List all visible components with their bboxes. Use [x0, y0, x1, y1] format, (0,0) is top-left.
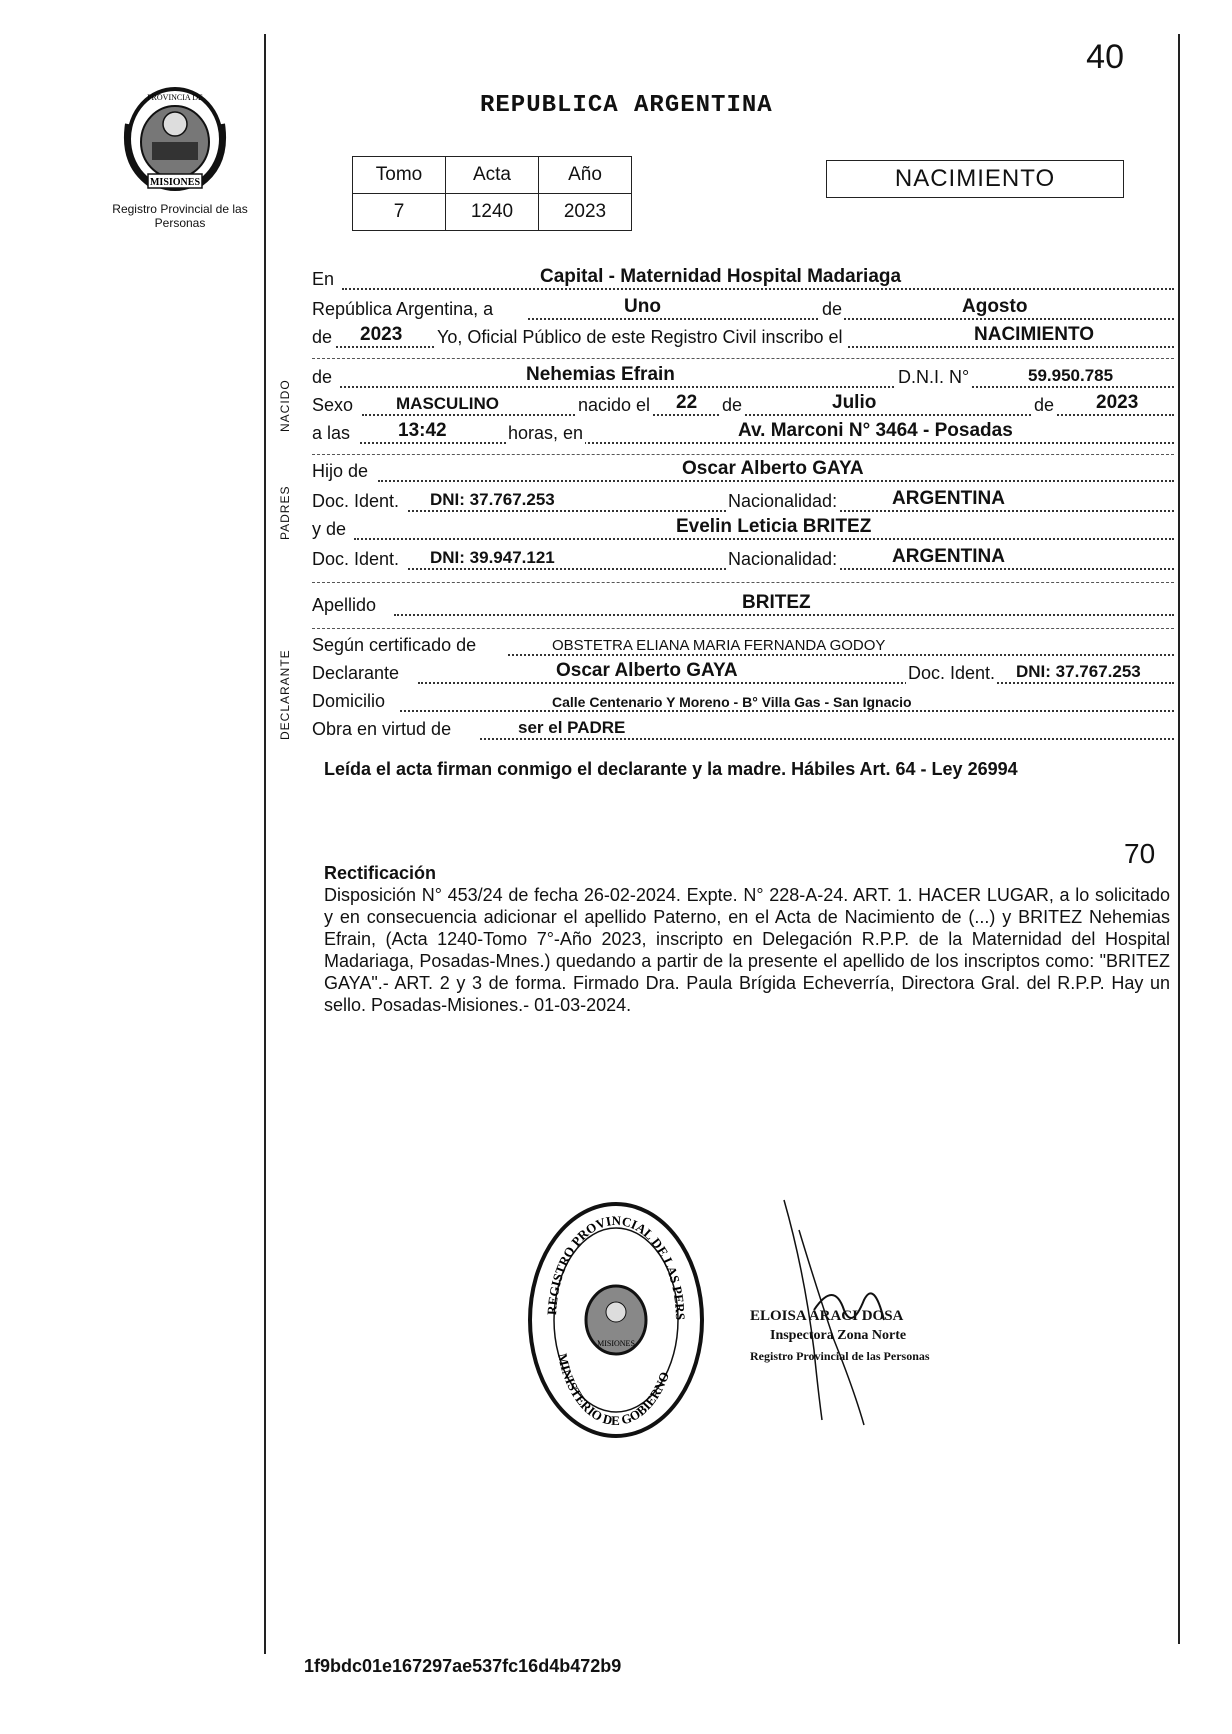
row-declarante [312, 662, 1174, 688]
separator [312, 582, 1174, 583]
document-hash: 1f9bdc01e167297ae537fc16d4b472b9 [304, 1656, 622, 1676]
value-acta: 1240 [446, 194, 539, 231]
label-en: En [312, 269, 335, 289]
place: Capital - Maternidad Hospital Madariaga [540, 266, 902, 287]
father-nationality: ARGENTINA [892, 488, 1005, 509]
day-word: Uno [624, 296, 661, 317]
row-padre [312, 460, 1174, 486]
label-domicilio: Domicilio [312, 691, 386, 711]
header-anio: Año [539, 157, 632, 194]
label-apellido: Apellido [312, 595, 377, 615]
signature-block [750, 1306, 930, 1366]
signer-role: Inspectora Zona Norte [770, 1328, 907, 1343]
mother-dni: DNI: 39.947.121 [430, 548, 555, 567]
emblem-bottom-text: MISIONES [149, 177, 201, 188]
sexo-value: MASCULINO [396, 394, 499, 413]
oficial-text: Yo, Oficial Público de este Registro Civil inscribo el [434, 327, 846, 348]
label-certificado: Según certificado de [312, 635, 477, 655]
row-madre-doc [312, 548, 1174, 574]
signer-org: Registro Provincial de las Personas [750, 1349, 930, 1363]
label-de-mes: de [822, 299, 843, 319]
row-anio [312, 326, 1174, 352]
label-doc-padre: Doc. Ident. [312, 491, 400, 511]
registry-table [352, 156, 632, 231]
row-fecha [312, 298, 1174, 324]
page-number: 40 [1086, 38, 1124, 76]
side-label-padres: PADRES [278, 485, 292, 540]
row-apellido [312, 594, 1174, 620]
year: 2023 [360, 324, 403, 345]
separator [312, 628, 1174, 629]
right-margin-line [1178, 34, 1180, 1644]
row-hora [312, 422, 1174, 448]
declarante-name: Oscar Alberto GAYA [556, 660, 738, 681]
certificate-value: OBSTETRA ELIANA MARIA FERNANDA GODOY [552, 637, 886, 654]
side-label-declarante: DECLARANTE [278, 649, 292, 740]
row-sexo [312, 394, 1174, 420]
label-doc-declarante: Doc. Ident. [908, 663, 996, 683]
inscribo-value: NACIMIENTO [974, 324, 1094, 345]
label-de-2: de [1034, 395, 1055, 415]
row-padre-doc [312, 490, 1174, 516]
closing-text: Leída el acta firman conmigo el declarante y la madre. Hábiles Art. 64 - Ley 26994 [324, 759, 1018, 779]
row-obra [312, 718, 1174, 744]
apellido-value: BRITEZ [742, 592, 811, 613]
rectification-body: Disposición N° 453/24 de fecha 26-02-2024. Expte. N° 228-A-24. ART. 1. HACER LUGAR, a lo solicitado y en consecuencia adicionar el apellido Paterno, en el Acta de Nacimiento de (...) y BRITEZ Nehemias Efrain, (Acta 1240-Tomo 7°-Año 2023, inscripto en Delegación R.P.P. de la Maternidad del Hospital Madariaga, Posadas-Mnes.) quedando a partir de la presente el apellido de los inscriptos como: "BRITEZ GAYA".- ART. 2 y 3 de forma. Firmado Dra. Paula Brígida Echeverría, Directora Gral. del R.P.P. Hay un sello. Posadas-Misiones.- 01-03-2024. [324, 885, 1170, 1015]
separator [312, 358, 1174, 359]
row-domicilio [312, 690, 1174, 716]
month-word: Agosto [962, 296, 1028, 317]
birth-month: Julio [832, 392, 877, 413]
province-emblem [120, 84, 230, 194]
declarante-dni: DNI: 37.767.253 [1016, 662, 1141, 681]
label-de-nombre: de [312, 367, 333, 387]
label-hijo-de: Hijo de [312, 461, 369, 481]
svg-text:MINISTERIO DE GOBIERNO [555, 1352, 672, 1428]
header-acta: Acta [446, 157, 539, 194]
label-sexo: Sexo [312, 395, 354, 415]
row-en [312, 268, 1174, 294]
separator [312, 454, 1174, 455]
label-de-1: de [722, 395, 743, 415]
label-de-anio: de [312, 327, 333, 347]
label-declarante: Declarante [312, 663, 400, 683]
label-a-las: a las [312, 423, 351, 443]
label-y-de: y de [312, 519, 347, 539]
record-type-box: NACIMIENTO [826, 160, 1124, 198]
label-horas-en: horas, en [508, 423, 584, 443]
domicilio-value: Calle Centenario Y Moreno - B° Villa Gas - San Ignacio [552, 694, 912, 710]
row-certificado [312, 634, 1174, 660]
label-dni: D.N.I. N° [898, 367, 970, 387]
mother-name: Evelin Leticia BRITEZ [676, 516, 872, 537]
rectification-number: 70 [1124, 838, 1156, 869]
row-nombre [312, 366, 1174, 392]
emblem-top-text: PROVINCIA DE [147, 93, 203, 102]
birth-time: 13:42 [398, 420, 447, 441]
label-nacido-el: nacido el [578, 395, 651, 415]
mother-nationality: ARGENTINA [892, 546, 1005, 567]
label-nac-madre: Nacionalidad: [728, 549, 838, 569]
birth-year: 2023 [1096, 392, 1139, 413]
page-title: REPUBLICA ARGENTINA [480, 92, 773, 119]
institution-name: Registro Provincial de las Personas [112, 202, 248, 230]
side-label-nacido: NACIDO [278, 379, 292, 432]
birth-day: 22 [676, 392, 698, 413]
signer-name: ELOISA ARACI DOSA [750, 1308, 904, 1324]
stamp-top-text: REGISTRO PROVINCIAL DE LAS PERS [544, 1212, 689, 1321]
row-madre [312, 518, 1174, 544]
child-dni: 59.950.785 [1028, 366, 1114, 385]
obra-value: ser el PADRE [518, 718, 626, 737]
birth-address: Av. Marconi N° 3464 - Posadas [738, 420, 1013, 441]
left-margin-line [264, 34, 266, 1654]
value-anio: 2023 [539, 194, 632, 231]
label-obra: Obra en virtud de [312, 719, 452, 739]
child-name: Nehemias Efrain [526, 364, 675, 385]
header-tomo: Tomo [353, 157, 446, 194]
father-dni: DNI: 37.767.253 [430, 490, 555, 509]
label-republica: República Argentina, a [312, 299, 494, 319]
stamp-bottom-text: MINISTERIO DE GOBIERNO [554, 1352, 673, 1429]
label-doc-madre: Doc. Ident. [312, 549, 400, 569]
stamp-inner-text: MISIONES [597, 1339, 635, 1348]
father-name: Oscar Alberto GAYA [682, 458, 864, 479]
value-tomo: 7 [353, 194, 446, 231]
official-stamp [526, 1200, 706, 1440]
rectification-title: Rectificación [324, 863, 437, 883]
label-nac-padre: Nacionalidad: [728, 491, 838, 511]
